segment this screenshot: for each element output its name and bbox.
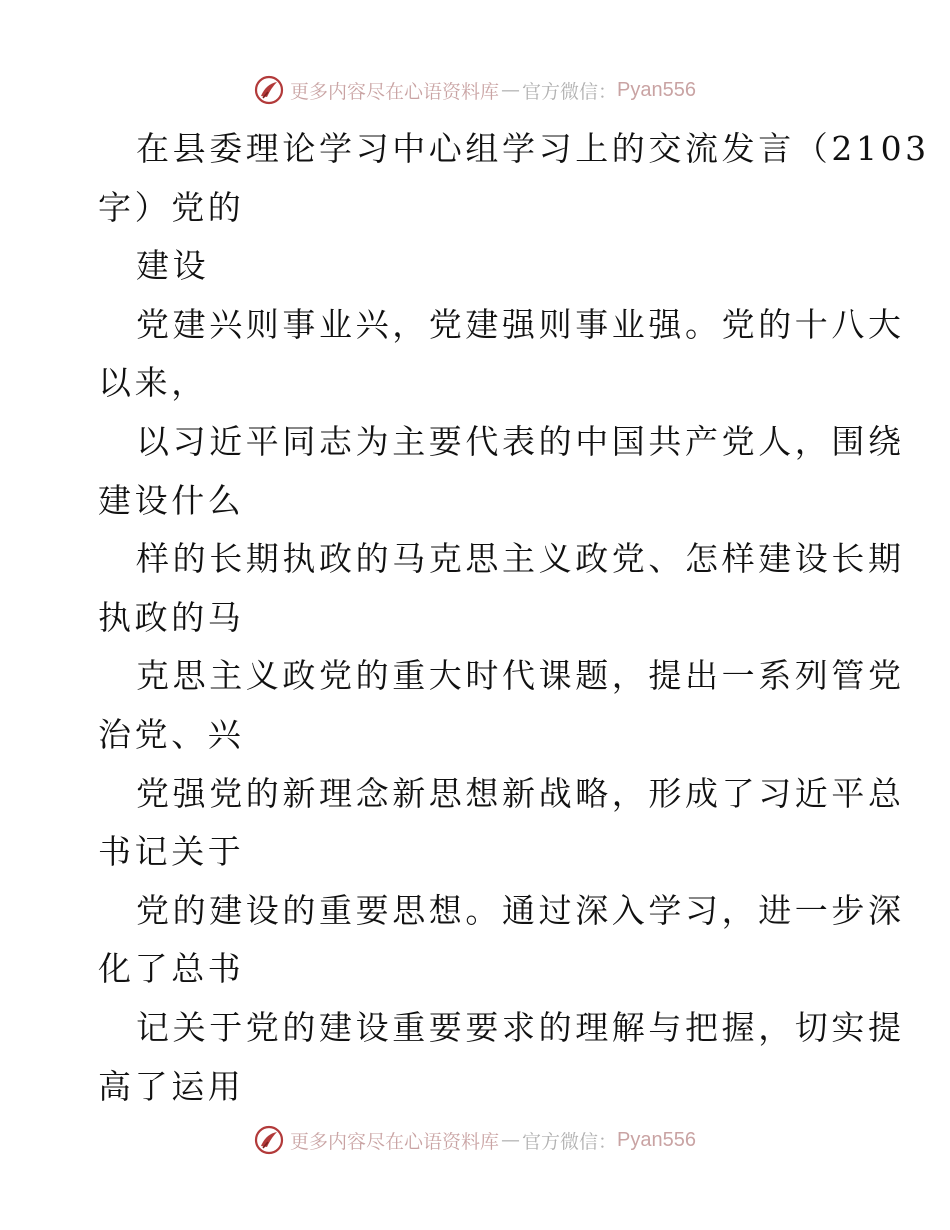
text-line: 克思主义政党的重大时代课题，提出一系列管党 bbox=[136, 656, 905, 696]
text-line: 党的建设的重要思想。通过深入学习，进一步深 bbox=[136, 890, 905, 930]
text-line: 记关于党的建设重要要求的理解与把握，切实提 bbox=[136, 1007, 905, 1047]
text-line: 字）党的 bbox=[98, 187, 245, 227]
watermark-dash: — bbox=[501, 79, 521, 101]
text-line: 以来， bbox=[98, 363, 208, 403]
pen-logo-icon bbox=[254, 75, 284, 105]
watermark-dash: — bbox=[501, 1129, 521, 1151]
text-line: 党强党的新理念新思想新战略，形成了习近平总 bbox=[136, 773, 905, 813]
footer-watermark bbox=[0, 1120, 950, 1160]
header-watermark bbox=[0, 70, 950, 110]
document-body bbox=[98, 120, 930, 1116]
text-line: 治党、兴 bbox=[98, 714, 245, 754]
watermark-sub-text: 官方微信： bbox=[522, 80, 618, 103]
text-line: 化了总书 bbox=[98, 949, 245, 989]
text-line: 在县委理论学习中心组学习上的交流发言（2103 bbox=[136, 129, 930, 168]
text-line: 执政的马 bbox=[98, 597, 245, 637]
pen-logo-icon bbox=[254, 1125, 284, 1155]
text-line: 书记关于 bbox=[98, 832, 245, 872]
watermark-sub-text: 官方微信： bbox=[522, 1130, 618, 1153]
text-line: 样的长期执政的马克思主义政党、怎样建设长期 bbox=[136, 539, 905, 579]
watermark-wechat-id: Pyan556 bbox=[617, 1128, 696, 1151]
text-line: 党建兴则事业兴，党建强则事业强。党的十八大 bbox=[136, 304, 905, 344]
watermark-main-text: 更多内容尽在心语资料库 bbox=[290, 80, 500, 103]
text-line: 建设什么 bbox=[98, 480, 245, 520]
text-line: 高了运用 bbox=[98, 1066, 245, 1106]
text-line: 以习近平同志为主要代表的中国共产党人，围绕 bbox=[136, 421, 905, 461]
watermark-wechat-id: Pyan556 bbox=[617, 78, 696, 101]
text-line: 建设 bbox=[136, 246, 210, 286]
watermark-main-text: 更多内容尽在心语资料库 bbox=[290, 1130, 500, 1153]
